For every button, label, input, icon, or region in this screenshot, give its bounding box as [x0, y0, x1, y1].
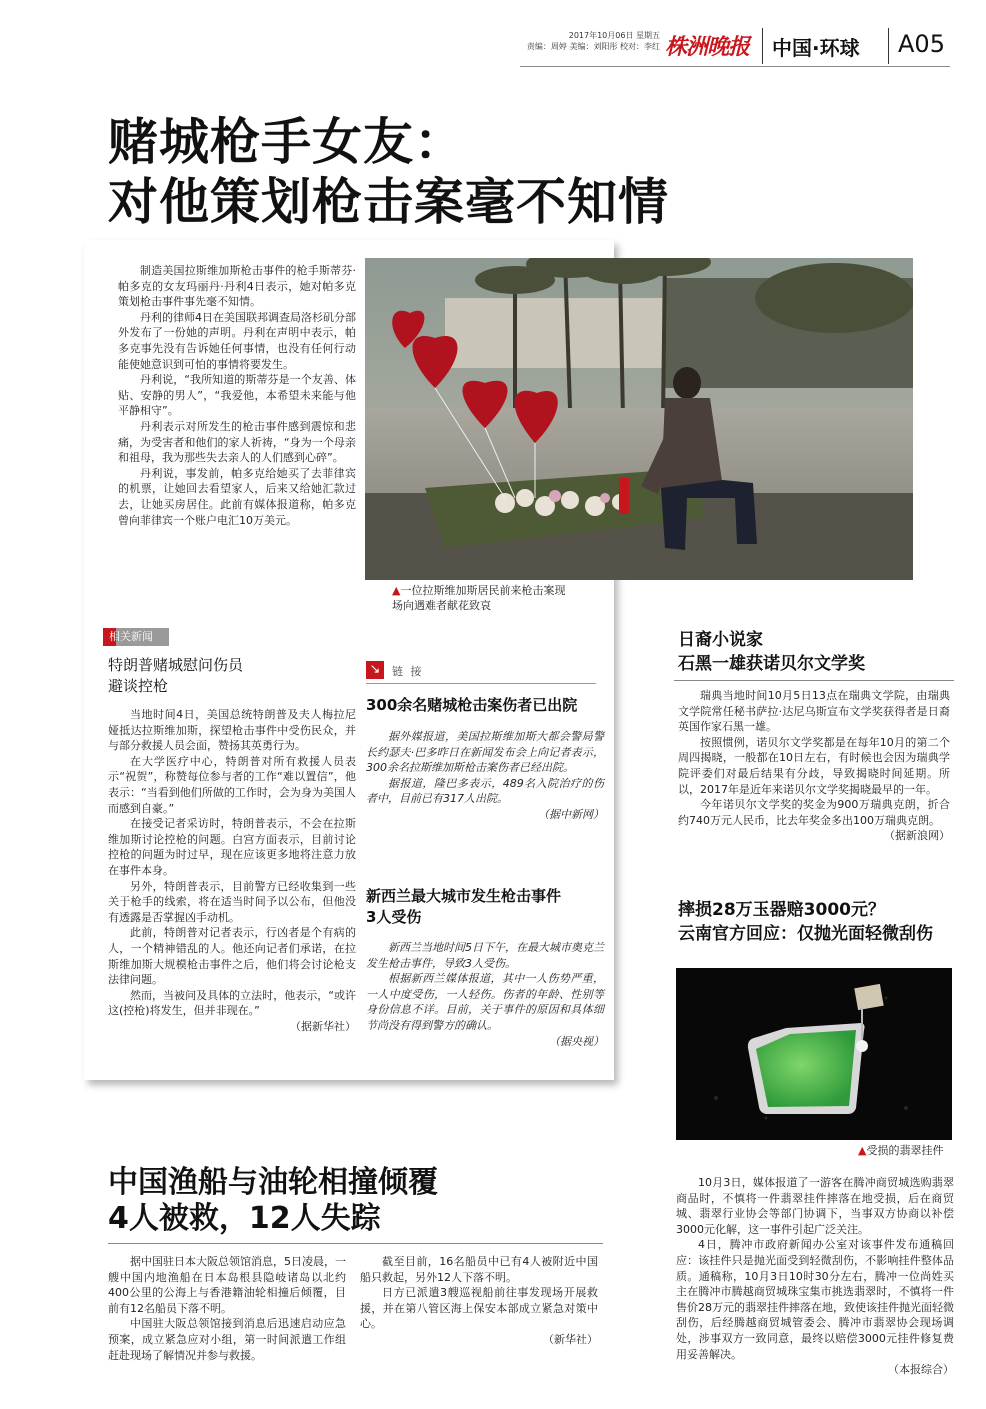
masthead-divider [762, 28, 763, 64]
jade-pendant-image [676, 968, 952, 1140]
main-story-body [118, 263, 356, 528]
fishing-col1 [108, 1254, 346, 1363]
related-paragraph: 在大学医疗中心，特朗普对所有救援人员表示“祝贺”，称赞每位参与者的工作“难以置信”，他表示：“当看到他们所做的工作时，会为身为美国人而感到自豪。” [108, 754, 356, 815]
fishing-paragraph: 日方已派遣3艘巡视船前往事发现场开展救援，并在第八管区海上保安本部成立紧急对策中心。 [360, 1286, 598, 1331]
nobel-body [678, 688, 950, 844]
nobel-title-line1: 日裔小说家 [678, 630, 763, 650]
masthead-date: 2017年10月06日 星期五 [568, 31, 660, 40]
masthead-divider [888, 28, 889, 64]
masthead-editors: 责编：周婷 美编：刘阳彤 校对：李红 [526, 42, 660, 51]
caption-line2: 场向遇难者献花致哀 [392, 599, 491, 612]
link2-paragraph: 新西兰当地时间5日下午，在最大城市奥克兰发生枪击事件，导致3人受伤。 [366, 941, 604, 970]
link1-paragraph: 据报道，隆巴多表示，489名入院治疗的伤者中，目前已有317人出院。 [366, 776, 604, 806]
nobel-paragraph: 瑞典当地时间10月5日13点在瑞典文学院，由瑞典文学院常任秘书萨拉·达尼乌斯宣布文学奖获得者是日裔英国作家石黑一雄。 [678, 689, 950, 734]
link2-source: （据央视） [549, 1034, 604, 1048]
fishing-source: （新华社） [543, 1332, 598, 1346]
main-paragraph: 丹利说，“我所知道的斯蒂芬是一个友善、体贴、安静的男人”，“我爱他，本希望未来能与他平静相守”。 [118, 373, 356, 418]
fishing-paragraph: 据中国驻日本大阪总领馆消息，5日凌晨，一艘中国内地渔船在日本岛根县隐岐诸岛以北约400公里的公海上与香港籍油轮相撞后倾覆，目前有12名船员下落不明。 [108, 1255, 346, 1315]
caption-triangle-icon: ▲ [858, 1144, 867, 1157]
link2-body [366, 940, 604, 1049]
fishing-headline [108, 1165, 438, 1237]
nobel-paragraph: 今年诺贝尔文学奖的奖金为900万瑞典克朗，折合约740万元人民币，比去年奖金多出100万瑞典克朗。 [678, 798, 950, 827]
main-headline-line2: 对他策划枪击案毫不知情 [108, 173, 669, 231]
main-headline [108, 112, 669, 232]
fishing-col2 [360, 1254, 598, 1348]
link-rule [366, 683, 596, 684]
main-photo-caption [392, 583, 632, 613]
related-title-line1: 特朗普赌城慰问伤员 [108, 656, 244, 674]
related-body [108, 707, 356, 1034]
main-headline-line1: 赌城枪手女友： [108, 113, 465, 171]
link2-title-line2: 3人受伤 [366, 908, 422, 926]
page-number: A05 [898, 30, 945, 58]
caption-triangle-icon: ▲ [392, 584, 401, 597]
jade-title-line1: 摔损28万玉器赔3000元？ [678, 900, 885, 920]
masthead-rule [520, 66, 950, 67]
masthead-info [520, 30, 660, 52]
link1-body [366, 729, 604, 823]
related-paragraph: 另外，特朗普表示，目前警方已经收集到一些关于枪手的线索，将在适当时间予以公布，但他没有透露是否掌握凶手动机。 [108, 879, 356, 924]
related-paragraph: 当地时间4日，美国总统特朗普及夫人梅拉尼娅抵达拉斯维加斯，探望枪击事件中受伤民众，并与部分救援人员会面，赞扬其英勇行为。 [108, 708, 356, 753]
related-paragraph: 此前，特朗普对记者表示，行凶者是个有病的人，一个精神错乱的人。他还向记者们承诺，在拉斯维加斯大规模枪击事件之后，他们将会讨论枪支法律问题。 [108, 926, 356, 987]
caption-line1: 一位拉斯维加斯居民前来枪击案现 [400, 584, 566, 597]
fishing-headline-line1: 中国渔船与油轮相撞倾覆 [108, 1165, 438, 1200]
link2-title-line1: 新西兰最大城市发生枪击事件 [366, 887, 562, 905]
main-paragraph: 丹利的律师4日在美国联邦调查局洛杉矶分部外发布了一份她的声明。丹利在声明中表示，帕多克事先没有告诉她任何事情，也没有任何行动能使她意识到可怕的事情将要发生。 [118, 310, 356, 371]
jade-title-line2: 云南官方回应：仅抛光面轻微刮伤 [678, 924, 933, 944]
link-arrow-icon: ↘ [366, 661, 384, 679]
related-paragraph: 然而，当被问及具体的立法时，他表示，“或许这(控枪)将发生，但并非现在。” [108, 988, 356, 1018]
nobel-title-line2: 石黑一雄获诺贝尔文学奖 [678, 654, 865, 674]
nobel-source: （据新浪网） [884, 829, 950, 843]
jade-paragraph: 10月3日，媒体报道了一游客在腾冲商贸城选购翡翠商品时，不慎将一件翡翠挂件摔落在地受损，后在商贸城、翡翠行业协会等部门协调下，当事双方协商以补偿3000元化解，这一事件引起广泛关注。 [676, 1176, 954, 1236]
main-photo [365, 258, 913, 580]
link1-source: （据中新网） [538, 807, 604, 821]
section-name: 中国·环球 [772, 36, 860, 60]
jade-photo-caption [858, 1143, 958, 1158]
fishing-paragraph: 截至目前，16名船员中已有4人被附近中国船只救起，另外12人下落不明。 [360, 1255, 598, 1284]
link1-title: 300余名赌城枪击案伤者已出院 [366, 696, 578, 714]
related-paragraph: 在接受记者采访时，特朗普表示，不会在拉斯维加斯讨论控枪的问题。白宫方面表示，目前讨论控枪的问题为时过早，现在应该更多地将注意力放在事件本身。 [108, 817, 356, 877]
jade-title [678, 898, 958, 946]
nobel-paragraph: 按照惯例，诺贝尔文学奖都是在每年10月的第二个周四揭晓，一般都在10日左右，有时候也会因为瑞典学院评委们对最后结果有分歧，导致揭晓时间延期。所以，2017年是近年来诺贝尔文学奖揭晓最早的一年。 [678, 735, 950, 796]
jade-photo [676, 968, 952, 1140]
main-paragraph: 丹利表示对所发生的枪击事件感到震惊和悲痛，为受害者和他们的家人祈祷，“身为一个母亲和祖母，我为那些失去亲人的人们感到心碎”。 [118, 419, 356, 465]
fishing-rule [108, 1243, 603, 1244]
fishing-headline-line2: 4人被救，12人失踪 [108, 1201, 381, 1236]
related-news-tag: 相关新闻 [103, 628, 169, 646]
nobel-title [678, 628, 948, 676]
main-paragraph: 丹利说，事发前，帕多克给她买了去菲律宾的机票，让她回去看望家人，后来又给她汇款过去，让她买房居住。此前有媒体报道称，帕多克曾向菲律宾一个账户电汇10万美元。 [118, 466, 356, 527]
related-title-line2: 避谈控枪 [108, 677, 169, 695]
link1-paragraph: 据外媒报道，美国拉斯维加斯大都会警局警长约瑟夫·巴多昨日在新闻发布会上向记者表示，300余名拉斯维加斯枪击案伤者已经出院。 [366, 730, 604, 775]
link2-title [366, 886, 606, 928]
jade-source: （本报综合） [888, 1363, 954, 1377]
jade-caption-text: 受损的翡翠挂件 [866, 1144, 944, 1157]
memorial-scene-image [365, 258, 913, 580]
nobel-rule [674, 680, 954, 681]
related-title [108, 655, 348, 697]
jade-body [676, 1175, 954, 1378]
link2-paragraph: 根据新西兰媒体报道，其中一人伤势严重，一人中度受伤，一人轻伤。伤者的年龄、性别等身份信息不详。目前，关于事件的原因和具体细节尚没有得到警方的确认。 [366, 972, 604, 1032]
link-tag: 链 接 [392, 665, 424, 678]
newspaper-logo: 株洲晚报 [665, 34, 750, 60]
main-paragraph: 制造美国拉斯维加斯枪击事件的枪手斯蒂芬·帕多克的女友玛丽丹·丹利4日表示，她对帕多克策划枪击事件事先毫不知情。 [118, 264, 356, 309]
related-source: （据新华社） [290, 1019, 356, 1033]
jade-paragraph: 4日，腾冲市政府新闻办公室对该事件发布通稿回应：该挂件只是抛光面受到轻微刮伤，不影响挂件整体品质。通稿称，10月3日10时30分左右，腾冲一位尚姓买主在腾冲市腾越商贸城珠宝集市挑选翡翠时，不慎将一件售价28万元的翡翠挂件摔落在地，致使该挂件抛光面轻微刮伤，后经腾越商贸城管委会、腾冲市翡翠协会现场调处，涉事双方一致同意，最终以赔偿3000元挂件修复费用妥善解决。 [676, 1238, 954, 1361]
fishing-paragraph: 中国驻大阪总领馆接到消息后迅速启动应急预案，成立紧急应对小组，第一时间派遣工作组赶赴现场了解情况并参与救援。 [108, 1317, 346, 1362]
